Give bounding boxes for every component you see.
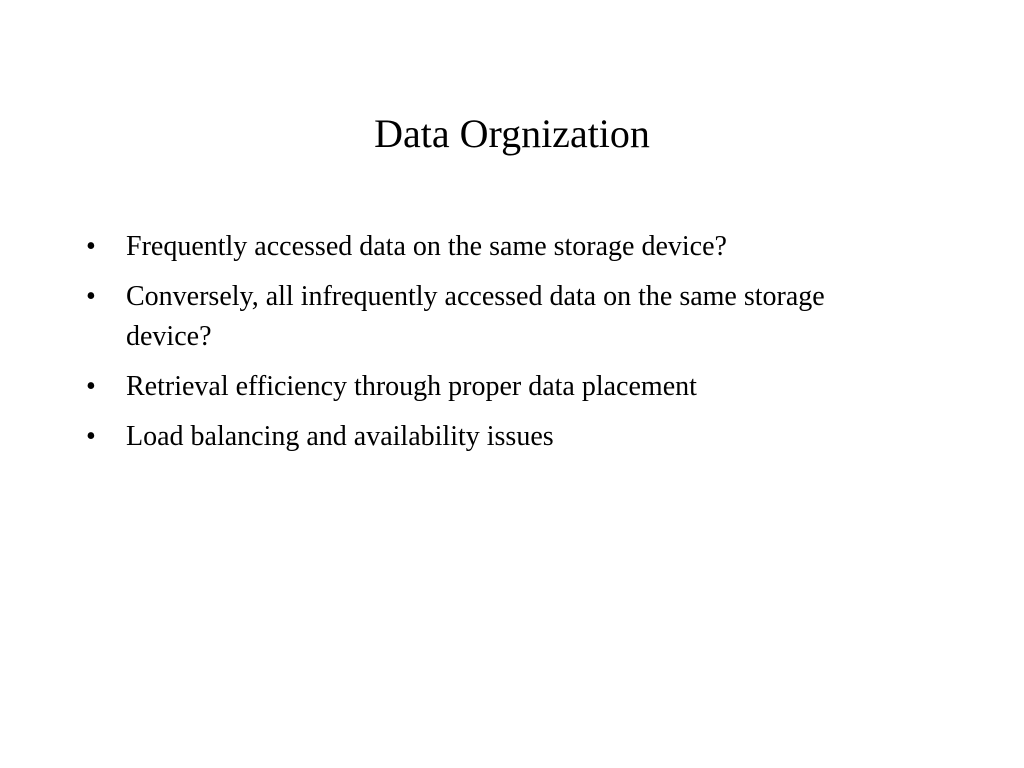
bullet-text: Retrieval efficiency through proper data placement	[126, 371, 697, 402]
bullet-text: Frequently accessed data on the same storage device?	[126, 231, 727, 262]
bullet-icon: •	[86, 421, 96, 452]
bullet-item-2	[86, 277, 906, 357]
bullet-list	[86, 227, 906, 467]
slide-title: Data Orgnization	[374, 111, 650, 156]
bullet-icon: •	[86, 231, 96, 262]
bullet-text: Load balancing and availability issues	[126, 421, 554, 452]
bullet-icon: •	[86, 371, 96, 402]
bullet-item-1	[86, 227, 906, 267]
bullet-item-3	[86, 367, 906, 407]
bullet-item-4	[86, 417, 906, 457]
bullet-text: Conversely, all infrequently accessed data on the same storage device?	[126, 281, 825, 352]
bullet-icon: •	[86, 281, 96, 312]
